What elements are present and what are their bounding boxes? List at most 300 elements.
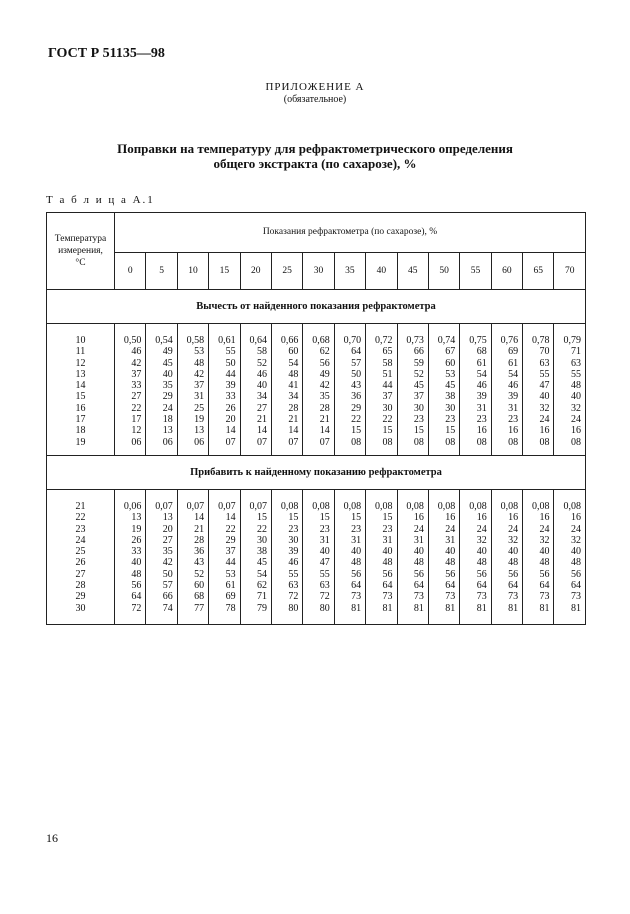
correction-value: 21 <box>319 414 330 426</box>
correction-value: 61 <box>476 357 487 369</box>
correction-value: 32 <box>508 534 519 546</box>
correction-value: 73 <box>413 591 424 603</box>
correction-value: 39 <box>476 391 487 403</box>
add-column-cell <box>397 490 428 625</box>
column-header: 45 <box>397 252 428 290</box>
correction-value: 72 <box>319 591 330 603</box>
correction-value: 24 <box>162 402 173 414</box>
temperature-value: 13 <box>75 368 86 380</box>
correction-value: 53 <box>225 568 236 580</box>
correction-value: 40 <box>131 557 142 569</box>
temperature-value: 26 <box>75 557 86 569</box>
correction-value: 08 <box>351 436 362 448</box>
correction-value: 63 <box>319 580 330 592</box>
temperature-value: 15 <box>75 391 86 403</box>
correction-value: 0,08 <box>469 501 487 512</box>
correction-value: 71 <box>571 346 581 358</box>
correction-value: 38 <box>445 391 456 403</box>
add-temperature-list <box>47 490 114 614</box>
temperature-value: 22 <box>75 512 86 524</box>
correction-value: 54 <box>288 357 299 369</box>
column-header: 40 <box>366 252 397 290</box>
correction-value: 56 <box>445 568 456 580</box>
temperature-value: 16 <box>75 402 86 414</box>
subtract-section-label: Вычесть от найденного показания рефрактометра <box>47 290 586 324</box>
add-column-cell <box>428 490 459 625</box>
correction-value: 40 <box>539 546 550 558</box>
correction-value: 33 <box>225 391 236 403</box>
correction-value: 68 <box>194 591 205 603</box>
correction-value: 44 <box>225 368 236 380</box>
page-title <box>0 141 630 171</box>
correction-value: 37 <box>131 368 142 380</box>
correction-value: 0,08 <box>406 501 424 512</box>
temperature-value: 19 <box>75 436 86 448</box>
table-label: Т а б л и ц а А.1 <box>46 194 155 206</box>
subtract-value-list <box>178 324 208 448</box>
correction-value: 37 <box>225 546 236 558</box>
correction-value: 62 <box>319 346 330 358</box>
correction-value: 46 <box>256 368 267 380</box>
correction-value: 27 <box>162 534 173 546</box>
column-header: 65 <box>523 252 554 290</box>
add-value-list <box>303 490 333 614</box>
add-section-label: Прибавить к найденному показанию рефрактометра <box>47 456 586 490</box>
correction-value: 73 <box>445 591 456 603</box>
correction-value: 34 <box>256 391 267 403</box>
subtract-column-cell <box>366 324 397 456</box>
correction-value: 23 <box>288 523 299 535</box>
correction-value: 64 <box>351 346 362 358</box>
correction-value: 0,08 <box>375 501 393 512</box>
correction-value: 0,61 <box>218 335 236 346</box>
correction-value: 14 <box>288 425 299 437</box>
correction-value: 49 <box>162 346 173 358</box>
correction-value: 23 <box>476 414 487 426</box>
correction-value: 21 <box>288 414 299 426</box>
correction-value: 08 <box>508 436 519 448</box>
correction-value: 29 <box>162 391 173 403</box>
correction-value: 55 <box>571 368 581 380</box>
correction-value: 63 <box>288 580 299 592</box>
correction-value: 33 <box>131 546 142 558</box>
correction-value: 24 <box>413 523 424 535</box>
correction-value: 64 <box>476 580 487 592</box>
correction-value: 50 <box>162 568 173 580</box>
correction-value: 65 <box>382 346 393 358</box>
correction-value: 08 <box>445 436 456 448</box>
correction-value: 26 <box>225 402 236 414</box>
correction-value: 13 <box>162 425 173 437</box>
correction-value: 43 <box>194 557 205 569</box>
correction-value: 40 <box>571 546 581 558</box>
correction-value: 38 <box>256 546 267 558</box>
correction-value: 79 <box>256 602 267 614</box>
correction-value: 0,07 <box>218 501 236 512</box>
column-header: 10 <box>177 252 208 290</box>
subtract-column-cell <box>209 324 240 456</box>
subtract-value-list <box>429 324 459 448</box>
reading-header: Показания рефрактометра (по сахарозе), % <box>115 213 586 253</box>
correction-value: 66 <box>413 346 424 358</box>
correction-value: 16 <box>571 425 581 437</box>
correction-value: 45 <box>413 380 424 392</box>
correction-value: 15 <box>351 425 362 437</box>
correction-value: 28 <box>288 402 299 414</box>
correction-value: 0,68 <box>312 335 330 346</box>
correction-value: 0,78 <box>531 335 550 346</box>
subtract-column-cell <box>460 324 491 456</box>
add-value-list <box>335 490 365 614</box>
correction-value: 60 <box>288 346 299 358</box>
correction-value: 22 <box>131 402 142 414</box>
add-value-list <box>366 490 396 614</box>
correction-value: 64 <box>131 591 142 603</box>
column-header: 30 <box>303 252 334 290</box>
column-header: 50 <box>428 252 459 290</box>
correction-value: 23 <box>382 523 393 535</box>
correction-value: 55 <box>539 368 550 380</box>
correction-value: 23 <box>319 523 330 535</box>
correction-value: 23 <box>445 414 456 426</box>
correction-value: 24 <box>539 523 550 535</box>
correction-value: 22 <box>225 523 236 535</box>
correction-value: 52 <box>194 568 205 580</box>
correction-value: 40 <box>445 546 456 558</box>
subtract-column-cell <box>491 324 522 456</box>
correction-value: 35 <box>162 380 173 392</box>
correction-value: 56 <box>131 580 142 592</box>
correction-value: 50 <box>351 368 362 380</box>
correction-table <box>46 212 586 625</box>
correction-value: 40 <box>319 546 330 558</box>
temperature-value: 25 <box>75 546 86 558</box>
correction-value: 24 <box>571 414 581 426</box>
correction-value: 55 <box>319 568 330 580</box>
subtract-column-cell <box>146 324 177 456</box>
subtract-value-list <box>460 324 490 448</box>
correction-value: 27 <box>131 391 142 403</box>
correction-value: 40 <box>413 546 424 558</box>
column-header: 5 <box>146 252 177 290</box>
correction-value: 48 <box>571 557 581 569</box>
correction-value: 24 <box>445 523 456 535</box>
correction-value: 64 <box>351 580 362 592</box>
correction-value: 29 <box>225 534 236 546</box>
correction-value: 23 <box>413 414 424 426</box>
correction-value: 48 <box>445 557 456 569</box>
correction-value: 27 <box>256 402 267 414</box>
correction-value: 43 <box>351 380 362 392</box>
appendix-heading: ПРИЛОЖЕНИЕ А <box>265 81 365 93</box>
correction-value: 0,08 <box>343 501 362 512</box>
correction-value: 80 <box>288 602 299 614</box>
correction-value: 15 <box>351 512 362 524</box>
temperature-header <box>47 213 115 290</box>
subtract-value-list <box>523 324 553 448</box>
column-header: 70 <box>554 252 586 290</box>
correction-value: 0,73 <box>406 335 424 346</box>
correction-value: 46 <box>131 346 142 358</box>
correction-value: 71 <box>256 591 267 603</box>
correction-value: 81 <box>382 602 393 614</box>
correction-value: 56 <box>508 568 519 580</box>
correction-value: 48 <box>351 557 362 569</box>
correction-value: 0,08 <box>563 501 581 512</box>
correction-value: 06 <box>194 436 205 448</box>
temperature-header-line-2: измерения, <box>58 246 103 256</box>
correction-value: 42 <box>319 380 330 392</box>
correction-value: 55 <box>225 346 236 358</box>
add-value-list <box>178 490 208 614</box>
temperature-value: 29 <box>75 591 86 603</box>
temperature-value: 27 <box>75 568 86 580</box>
correction-value: 73 <box>508 591 519 603</box>
temperature-value: 12 <box>75 357 86 369</box>
subtract-value-list <box>554 324 585 448</box>
correction-value: 15 <box>413 425 424 437</box>
subtract-value-list <box>398 324 428 448</box>
correction-value: 46 <box>508 380 519 392</box>
correction-value: 31 <box>413 534 424 546</box>
temperature-value: 10 <box>75 335 86 346</box>
correction-value: 26 <box>131 534 142 546</box>
correction-value: 31 <box>382 534 393 546</box>
correction-value: 56 <box>539 568 550 580</box>
add-column-cell <box>115 490 146 625</box>
temperature-header-line-3: °С <box>75 258 86 268</box>
correction-value: 36 <box>351 391 362 403</box>
correction-value: 31 <box>194 391 205 403</box>
correction-value: 0,74 <box>437 335 456 346</box>
subtract-column-cell <box>115 324 146 456</box>
correction-value: 45 <box>162 357 173 369</box>
correction-value: 07 <box>256 436 267 448</box>
correction-value: 42 <box>162 557 173 569</box>
correction-value: 16 <box>539 425 550 437</box>
correction-value: 73 <box>539 591 550 603</box>
correction-value: 29 <box>351 402 362 414</box>
correction-value: 24 <box>539 414 550 426</box>
subtract-column-cell <box>177 324 208 456</box>
correction-value: 73 <box>476 591 487 603</box>
correction-value: 40 <box>571 391 581 403</box>
correction-value: 31 <box>445 534 456 546</box>
temperature-value: 17 <box>75 414 86 426</box>
correction-value: 58 <box>382 357 393 369</box>
correction-value: 14 <box>194 512 205 524</box>
correction-value: 40 <box>508 546 519 558</box>
correction-value: 30 <box>256 534 267 546</box>
correction-value: 50 <box>225 357 236 369</box>
correction-value: 15 <box>319 512 330 524</box>
correction-value: 80 <box>319 602 330 614</box>
column-header: 20 <box>240 252 271 290</box>
add-value-list <box>241 490 271 614</box>
column-header: 0 <box>115 252 146 290</box>
correction-value: 59 <box>413 357 424 369</box>
correction-value: 77 <box>194 602 205 614</box>
correction-value: 64 <box>508 580 519 592</box>
correction-value: 14 <box>225 425 236 437</box>
correction-value: 55 <box>288 568 299 580</box>
correction-value: 46 <box>476 380 487 392</box>
add-column-cell <box>491 490 522 625</box>
correction-value: 48 <box>539 557 550 569</box>
correction-value: 41 <box>288 380 299 392</box>
correction-value: 0,70 <box>343 335 362 346</box>
correction-value: 40 <box>162 368 173 380</box>
correction-value: 40 <box>539 391 550 403</box>
correction-value: 81 <box>413 602 424 614</box>
correction-value: 68 <box>476 346 487 358</box>
correction-value: 64 <box>413 580 424 592</box>
correction-value: 56 <box>319 357 330 369</box>
correction-value: 15 <box>288 512 299 524</box>
correction-value: 15 <box>445 425 456 437</box>
standard-number: ГОСТ Р 51135—98 <box>48 46 165 61</box>
correction-value: 35 <box>319 391 330 403</box>
correction-value: 0,08 <box>280 501 299 512</box>
correction-value: 12 <box>131 425 142 437</box>
subtract-value-list <box>146 324 176 448</box>
subtract-column-cell <box>334 324 365 456</box>
correction-value: 48 <box>413 557 424 569</box>
correction-value: 56 <box>476 568 487 580</box>
correction-value: 56 <box>382 568 393 580</box>
correction-value: 72 <box>288 591 299 603</box>
correction-value: 30 <box>288 534 299 546</box>
correction-value: 81 <box>508 602 519 614</box>
correction-value: 56 <box>413 568 424 580</box>
correction-value: 57 <box>351 357 362 369</box>
add-column-cell <box>366 490 397 625</box>
correction-value: 16 <box>413 512 424 524</box>
correction-value: 40 <box>256 380 267 392</box>
subtract-column-cell <box>240 324 271 456</box>
correction-value: 51 <box>382 368 393 380</box>
add-value-list <box>272 490 302 614</box>
temperature-value: 11 <box>75 346 86 358</box>
correction-value: 08 <box>539 436 550 448</box>
correction-value: 53 <box>194 346 205 358</box>
correction-value: 42 <box>194 368 205 380</box>
correction-value: 70 <box>539 346 550 358</box>
correction-value: 78 <box>225 602 236 614</box>
correction-value: 0,66 <box>280 335 299 346</box>
correction-value: 16 <box>476 512 487 524</box>
correction-value: 07 <box>288 436 299 448</box>
correction-value: 81 <box>539 602 550 614</box>
correction-value: 23 <box>351 523 362 535</box>
subtract-column-cell <box>271 324 302 456</box>
correction-value: 31 <box>476 402 487 414</box>
add-value-list <box>492 490 522 614</box>
correction-value: 49 <box>319 368 330 380</box>
correction-value: 45 <box>256 557 267 569</box>
correction-value: 31 <box>319 534 330 546</box>
correction-value: 81 <box>351 602 362 614</box>
correction-value: 73 <box>351 591 362 603</box>
correction-value: 08 <box>382 436 393 448</box>
correction-value: 37 <box>413 391 424 403</box>
subtract-temperature-cell <box>47 324 115 456</box>
correction-value: 0,07 <box>186 501 205 512</box>
correction-value: 20 <box>225 414 236 426</box>
correction-value: 48 <box>571 380 581 392</box>
add-temperature-cell <box>47 490 115 625</box>
correction-value: 37 <box>194 380 205 392</box>
temperature-value: 23 <box>75 523 86 535</box>
subtract-value-list <box>366 324 396 448</box>
correction-value: 0,07 <box>249 501 267 512</box>
temperature-header-line-1: Температура <box>54 234 107 244</box>
correction-value: 40 <box>476 546 487 558</box>
subtract-value-list <box>335 324 365 448</box>
correction-value: 81 <box>476 602 487 614</box>
correction-value: 45 <box>445 380 456 392</box>
correction-value: 31 <box>508 402 519 414</box>
correction-value: 34 <box>288 391 299 403</box>
subtract-value-list <box>209 324 239 448</box>
subtract-column-cell <box>303 324 334 456</box>
add-column-cell <box>523 490 554 625</box>
correction-value: 16 <box>539 512 550 524</box>
subtract-column-cell <box>554 324 586 456</box>
correction-value: 32 <box>571 402 581 414</box>
correction-value: 39 <box>508 391 519 403</box>
correction-value: 0,58 <box>186 335 205 346</box>
correction-value: 40 <box>351 546 362 558</box>
correction-value: 22 <box>351 414 362 426</box>
correction-value: 47 <box>539 380 550 392</box>
correction-value: 32 <box>476 534 487 546</box>
correction-value: 24 <box>476 523 487 535</box>
subtract-column-cell <box>397 324 428 456</box>
correction-value: 16 <box>571 512 581 524</box>
subtract-temperature-list <box>47 324 114 448</box>
correction-value: 0,64 <box>249 335 267 346</box>
correction-value: 0,79 <box>563 335 581 346</box>
correction-value: 18 <box>162 414 173 426</box>
add-column-cell <box>209 490 240 625</box>
correction-value: 25 <box>194 402 205 414</box>
correction-value: 74 <box>162 602 173 614</box>
correction-value: 40 <box>382 546 393 558</box>
correction-value: 15 <box>382 425 393 437</box>
correction-value: 56 <box>351 568 362 580</box>
correction-value: 28 <box>194 534 205 546</box>
subtract-value-list <box>303 324 333 448</box>
correction-value: 72 <box>131 602 142 614</box>
correction-value: 37 <box>382 391 393 403</box>
correction-value: 53 <box>445 368 456 380</box>
correction-value: 16 <box>508 512 519 524</box>
add-column-cell <box>303 490 334 625</box>
correction-value: 60 <box>194 580 205 592</box>
correction-value: 54 <box>256 568 267 580</box>
correction-value: 39 <box>288 546 299 558</box>
correction-value: 56 <box>571 568 581 580</box>
correction-value: 81 <box>571 602 581 614</box>
correction-value: 21 <box>194 523 205 535</box>
correction-value: 20 <box>162 523 173 535</box>
correction-value: 32 <box>571 534 581 546</box>
correction-value: 19 <box>194 414 205 426</box>
correction-value: 60 <box>445 357 456 369</box>
correction-value: 32 <box>539 402 550 414</box>
correction-value: 24 <box>571 523 581 535</box>
